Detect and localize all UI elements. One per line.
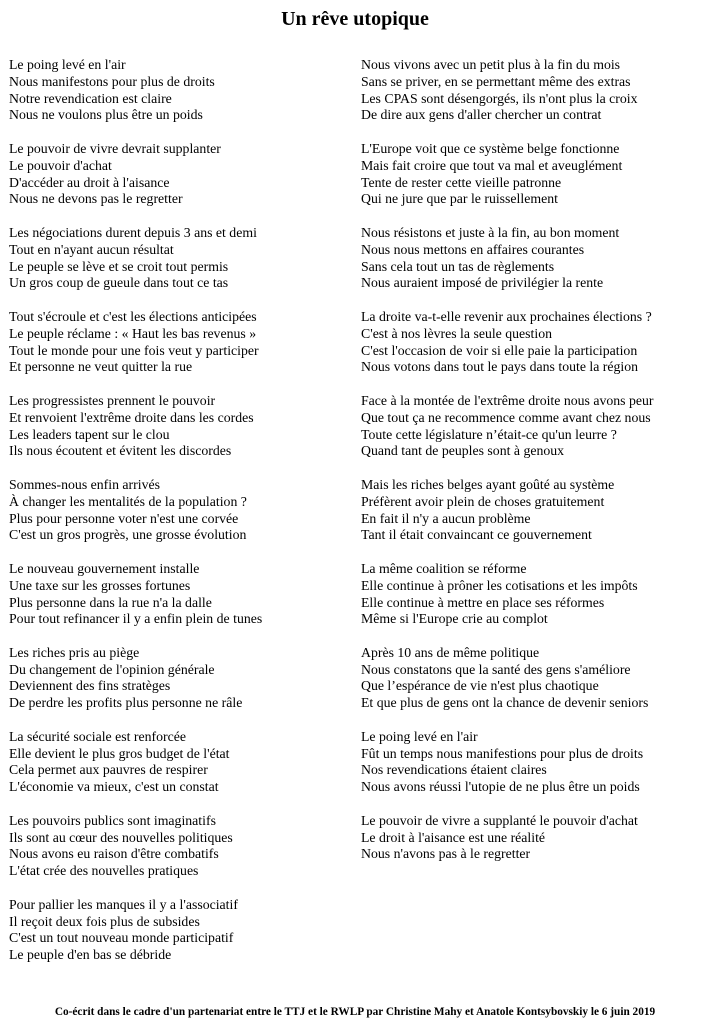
poem-line: Nous avons réussi l'utopie de ne plus être un poids	[361, 779, 640, 795]
poem-line: Les CPAS sont désengorgés, ils n'ont plus la croix	[361, 90, 638, 106]
poem-line: Quand tant de peuples sont à genoux	[361, 443, 565, 459]
poem-line: Le nouveau gouvernement installe	[9, 560, 200, 576]
poem-line: L'Europe voit que ce système belge fonctionne	[361, 140, 620, 156]
poem-line: C'est à nos lèvres la seule question	[361, 325, 553, 341]
poem-line: Fût un temps nous manifestions pour plus de droits	[361, 745, 644, 761]
poem-line: Nous constatons que la santé des gens s'améliore	[361, 661, 631, 677]
poem-line: Nous ne devons pas le regretter	[9, 191, 183, 207]
poem-line: C'est un gros progrès, une grosse évolution	[9, 527, 247, 543]
poem-line: Il reçoit deux fois plus de subsides	[9, 913, 200, 929]
poem-line: Nous résistons et juste à la fin, au bon moment	[361, 224, 620, 240]
poem-line: Nous nous mettons en affaires courantes	[361, 241, 585, 257]
poem-line: Le poing levé en l'air	[9, 57, 126, 72]
poem-line: Tente de rester cette vieille patronne	[361, 174, 562, 190]
poem-line: Plus personne dans la rue n'a la dalle	[9, 594, 212, 610]
poem-line: Que l’espérance de vie n'est plus chaotique	[361, 678, 599, 694]
poem-line: Plus pour personne voter n'est une corvée	[9, 510, 239, 526]
poem-line: Ils nous écoutent et évitent les discordes	[9, 443, 232, 459]
stanza	[361, 225, 706, 292]
poem-line: D'accéder au droit à l'aisance	[9, 174, 170, 190]
poem-line: Les négociations durent depuis 3 ans et demi	[9, 224, 257, 240]
poem-line: Préfèrent avoir plein de choses gratuitement	[361, 493, 605, 509]
poem-line: À changer les mentalités de la population ?	[9, 493, 247, 509]
poem-line: Le pouvoir de vivre devrait supplanter	[9, 140, 221, 156]
poem-line: Tant il était convaincant ce gouvernement	[361, 527, 592, 543]
poem-line: De dire aux gens d'aller chercher un contrat	[361, 107, 602, 123]
poem-line: Et personne ne veut quitter la rue	[9, 359, 193, 375]
poem-title: Un rêve utopique	[281, 8, 429, 30]
stanza	[361, 645, 706, 712]
poem-line: Le peuple réclame : « Haut les bas revenus »	[9, 325, 257, 341]
poem-column-left	[9, 57, 354, 981]
poem-line: Les progressistes prennent le pouvoir	[9, 392, 216, 408]
poem-line: Nous n'avons pas à le regretter	[361, 846, 531, 862]
poem-line: Nous avons eu raison d'être combatifs	[9, 846, 219, 862]
poem-line: Que tout ça ne recommence comme avant chez nous	[361, 409, 651, 425]
stanza	[9, 561, 354, 628]
stanza	[9, 645, 354, 712]
stanza	[361, 309, 706, 376]
poem-line: Notre revendication est claire	[9, 90, 172, 106]
stanza	[9, 309, 354, 376]
stanza	[9, 897, 354, 964]
stanza	[361, 57, 706, 124]
poem-line: La sécurité sociale est renforcée	[9, 728, 186, 744]
poem-line: Et renvoient l'extrême droite dans les cordes	[9, 409, 254, 425]
poem-line: En fait il n'y a aucun problème	[361, 510, 531, 526]
stanza	[9, 225, 354, 292]
poem-line: Nous manifestons pour plus de droits	[9, 73, 215, 89]
stanza	[9, 813, 354, 880]
poem-line: Tout s'écroule et c'est les élections anticipées	[9, 308, 257, 324]
poem-line: Sommes-nous enfin arrivés	[9, 476, 160, 492]
poem-line: Nos revendications étaient claires	[361, 762, 547, 778]
poem-column-right	[361, 57, 706, 880]
poem-line: Les riches pris au piège	[9, 644, 140, 660]
poem-line: Sans cela tout un tas de règlements	[361, 258, 555, 274]
stanza	[9, 729, 354, 796]
poem-line: Nous vivons avec un petit plus à la fin du mois	[361, 57, 621, 72]
poem-line: Mais fait croire que tout va mal et aveuglément	[361, 157, 623, 173]
credits-footer: Co-écrit dans le cadre d'un partenariat entre le TTJ et le RWLP par Christine Mahy et Anatole Kontsybovskiy le 6 juin 2019	[54, 1006, 656, 1018]
poem-line: La droite va-t-elle revenir aux prochaines élections ?	[361, 308, 652, 324]
poem-line: Mais les riches belges ayant goûté au système	[361, 476, 615, 492]
poem-line: Elle devient le plus gros budget de l'état	[9, 745, 230, 761]
poem-line: Elle continue à prôner les cotisations et les impôts	[361, 577, 638, 593]
poem-line: Du changement de l'opinion générale	[9, 661, 215, 677]
poem-line: Pour pallier les manques il y a l'associatif	[9, 896, 238, 912]
poem-line: Nous auraient imposé de privilégier la rente	[361, 275, 604, 291]
poem-line: Le pouvoir d'achat	[9, 157, 112, 173]
poem-line: Ils sont au cœur des nouvelles politiques	[9, 829, 233, 845]
poem-line: Face à la montée de l'extrême droite nous avons peur	[361, 392, 654, 408]
poem-line: Qui ne jure que par le ruissellement	[361, 191, 558, 207]
stanza	[9, 57, 354, 124]
poem-line: Tout en n'ayant aucun résultat	[9, 241, 174, 257]
poem-line: Toute cette législature n’était-ce qu'un leurre ?	[361, 426, 617, 442]
poem-line: Les leaders tapent sur le clou	[9, 426, 170, 442]
poem-line: Elle continue à mettre en place ses réformes	[361, 594, 605, 610]
poem-line: Le poing levé en l'air	[361, 728, 478, 744]
poem-line: Cela permet aux pauvres de respirer	[9, 762, 208, 778]
poem-line: C'est un tout nouveau monde participatif	[9, 930, 234, 946]
poem-line: Nous ne voulons plus être un poids	[9, 107, 203, 123]
poem-line: Un gros coup de gueule dans tout ce tas	[9, 275, 229, 291]
stanza	[9, 141, 354, 208]
stanza	[361, 141, 706, 208]
stanza	[9, 477, 354, 544]
poem-line: C'est l'occasion de voir si elle paie la participation	[361, 342, 638, 358]
poem-line: L'état crée des nouvelles pratiques	[9, 863, 199, 879]
stanza	[361, 393, 706, 460]
poem-line: La même coalition se réforme	[361, 560, 527, 576]
poem-line: Sans se priver, en se permettant même des extras	[361, 73, 631, 89]
poem-line: Et que plus de gens ont la chance de devenir seniors	[361, 695, 649, 711]
poem-line: Le pouvoir de vivre a supplanté le pouvoir d'achat	[361, 812, 638, 828]
poem-line: Pour tout refinancer il y a enfin plein de tunes	[9, 611, 263, 627]
poem-line: De perdre les profits plus personne ne râle	[9, 695, 243, 711]
stanza	[361, 477, 706, 544]
stanza	[361, 561, 706, 628]
poem-line: Même si l'Europe crie au complot	[361, 611, 548, 627]
poem-line: Le peuple d'en bas se débride	[9, 947, 172, 963]
stanza	[9, 393, 354, 460]
poem-line: Une taxe sur les grosses fortunes	[9, 577, 191, 593]
poem-line: Nous votons dans tout le pays dans toute la région	[361, 359, 639, 375]
stanza	[361, 813, 706, 863]
poem-line: Le peuple se lève et se croit tout permis	[9, 258, 229, 274]
poem-line: Deviennent des fins stratèges	[9, 678, 171, 694]
poem-line: Le droit à l'aisance est une réalité	[361, 829, 546, 845]
poem-line: Les pouvoirs publics sont imaginatifs	[9, 812, 216, 828]
poem-line: L'économie va mieux, c'est un constat	[9, 779, 219, 795]
poem-line: Tout le monde pour une fois veut y participer	[9, 342, 259, 358]
stanza	[361, 729, 706, 796]
poem-line: Après 10 ans de même politique	[361, 644, 540, 660]
